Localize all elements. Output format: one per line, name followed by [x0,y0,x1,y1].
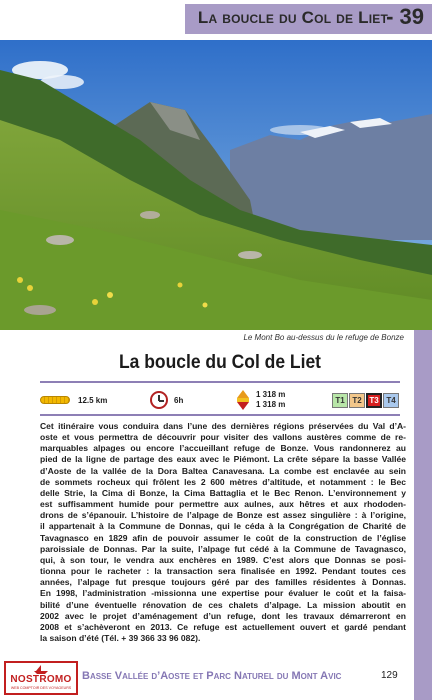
logo-tagline: WEB COMPTOIR DES VOYAGEURS [10,686,72,690]
logo-name: NOSTROMO [10,674,72,685]
photo-caption: Le Mont Bo au-dessus du le refuge de Bonze [243,333,404,342]
text-line: pied de la ligne de partage des eaux avec le Piémont. La crête sépare la basse Vallée [40,454,406,465]
text-line: oste et vous permettra de découvrir pour visiter des vallons austères comme de re- [40,432,406,443]
level-t1: T1 [332,393,348,408]
distance-value: 12.5 km [78,395,108,405]
landscape-photo [0,40,432,330]
text-line: paroissiale de Donnas. Par la suite, l’alpage fut cédé à la Commune de Tavagnasco, [40,543,406,554]
text-line: drons de s’épanouir. L’histoire de l’alpage de Bonze est assez singulière : à l’origine, [40,510,406,521]
ruler-icon [40,396,70,404]
elevation-info [236,388,285,412]
elevation-arrows-icon [236,390,250,410]
level-t4: T4 [383,393,399,408]
text-line: la saison d’été (Tél. + 39 366 33 96 082). [40,632,201,643]
text-line: bilité d’une éventuelle rénovation de ces chalets d’alpage. La mission aboutit en [40,599,406,610]
text-line: est suffisamment humide pour permettre aux aulnes, aux hêtres et aux rhododen- [40,499,406,510]
difficulty-levels [332,393,399,408]
elevation-up-value: 1 318 m [256,390,286,399]
hike-title: La boucle du Col de Liet [118,352,321,373]
page-number: 129 [381,670,398,681]
duration-info [150,388,183,412]
publisher-logo [4,661,78,695]
duration-value: 6h [174,395,184,405]
title-divider [40,381,400,383]
mountain-landscape-image [0,40,432,330]
text-line: années, l’alpage fut presque toujours géré par des familles résidentes à Donnas. [40,577,406,588]
elevation-down-value: 1 318 m [256,400,286,409]
chapter-title: La boucle du Col de Liet [197,8,388,27]
text-line: 2008 et s’achèveront en 2013. Ce refuge est actuellement ouvert et gardé pendant [40,621,406,632]
chapter-number: - 39 [386,4,424,29]
text-line: il appartenait à la Commune de Donnas, qui le céda à la Congrégation de Charité de [40,521,406,532]
description-text [40,421,406,644]
info-divider [40,414,400,416]
text-line: marquables alpages ou encore l’accueillant refuge de Bonze. Vous randonnerez au [40,443,406,454]
text-line: En 1998, l’administration -missionna une expertise pour évaluer le coût et la faisa- [40,588,406,599]
level-t3-selected: T3 [366,393,382,408]
text-line: tionna pour le racheter : la transaction sera finalisée en 1992. Pendant toutes ces [40,566,406,577]
text-line: delle Strie, la Cima di Bonze, la Cima Battaglia et le Bec Renon. L’environnement y [40,487,406,498]
distance-info [40,388,107,412]
text-line: 2002 avec le projet d’aménagement d’un refuge, dont les travaux démarreront en [40,610,406,621]
clock-icon [150,391,168,409]
text-line: d’Aoste de la vallée de la Dora Baltea Canavesana. La combe est enclavée au sein [40,465,406,476]
text-line: Cet itinéraire vous conduira dans l’une des dernières régions préservées du Val d’A- [40,421,406,431]
section-name: Basse Vallée d’Aoste et Parc Naturel du Mont Avic [82,670,342,682]
side-accent-strip [414,330,432,700]
text-line: de sommets rocheux qui frôlent les 2 600 mètres d’altitude, et notamment : le Bec [40,476,406,487]
text-line: Tavagnasco en 1829 afin de pouvoir assumer le coût de la construction de l’église [40,532,406,543]
level-t2: T2 [349,393,365,408]
text-line: qui, à son tour, le vendra aux enchères en 1989. C’est alors que Donnas se posi- [40,554,406,565]
ship-icon [34,665,48,674]
